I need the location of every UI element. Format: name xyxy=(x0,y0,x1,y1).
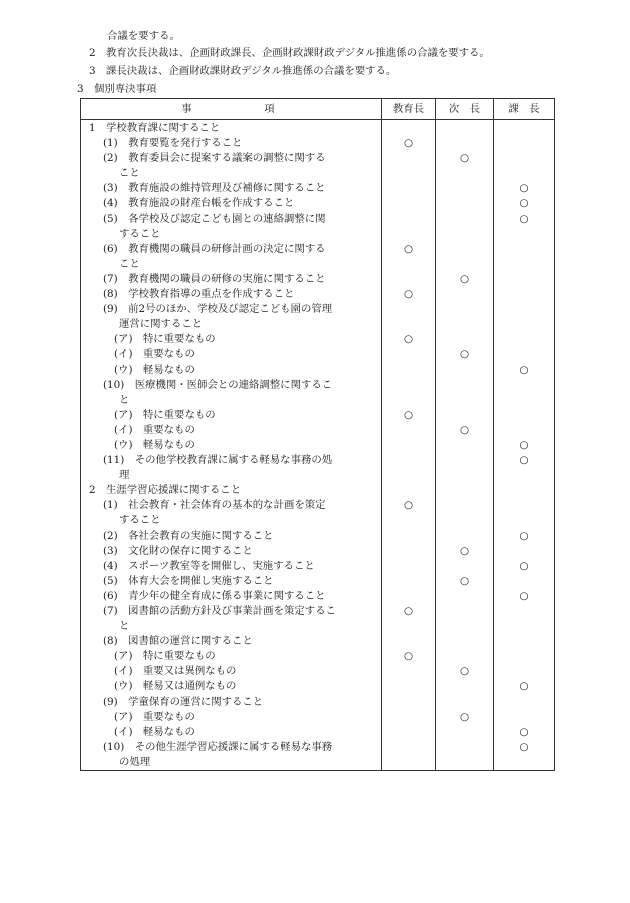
empty-cell xyxy=(382,302,436,317)
empty-cell xyxy=(382,679,436,694)
table-row xyxy=(81,136,555,151)
table-body xyxy=(81,120,555,771)
row-item-text: (8) 図書館の運営に関すること xyxy=(81,634,382,649)
header-section-chief: 課 長 xyxy=(494,99,555,120)
row-item-text: こと xyxy=(81,257,382,272)
table-row xyxy=(81,574,555,589)
table-row xyxy=(81,408,555,423)
approval-mark: ○ xyxy=(494,725,555,740)
row-item-text: 理 xyxy=(81,468,382,483)
approval-mark: ○ xyxy=(436,347,494,362)
table-row xyxy=(81,529,555,544)
empty-cell xyxy=(382,257,436,272)
table-row xyxy=(81,604,555,619)
row-item-text: (6) 教育機関の職員の研修計画の決定に関する xyxy=(81,242,382,257)
empty-cell xyxy=(382,513,436,528)
approval-mark: ○ xyxy=(436,544,494,559)
row-item-text: (1) 社会教育・社会体育の基本的な計画を策定 xyxy=(81,498,382,513)
empty-cell xyxy=(382,740,436,755)
empty-cell xyxy=(382,634,436,649)
row-item-text: (ウ) 軽易又は通例なもの xyxy=(81,679,382,694)
approval-mark: ○ xyxy=(382,408,436,423)
approval-mark: ○ xyxy=(436,423,494,438)
row-item-text: (10) その他生涯学習応援課に属する軽易な事務 xyxy=(81,740,382,755)
empty-cell xyxy=(436,196,494,211)
approval-mark: ○ xyxy=(382,649,436,664)
empty-cell xyxy=(382,574,436,589)
empty-cell xyxy=(382,423,436,438)
header-deputy: 次 長 xyxy=(436,99,494,120)
empty-cell xyxy=(436,634,494,649)
approval-mark: ○ xyxy=(494,679,555,694)
header-item: 事 項 xyxy=(81,99,382,120)
empty-cell xyxy=(382,317,436,332)
empty-cell xyxy=(494,332,555,347)
empty-cell xyxy=(494,378,555,393)
table-row xyxy=(81,227,555,242)
empty-cell xyxy=(436,287,494,302)
empty-cell xyxy=(436,363,494,378)
empty-cell xyxy=(382,347,436,362)
empty-cell xyxy=(494,544,555,559)
table-row xyxy=(81,332,555,347)
empty-cell xyxy=(436,120,494,137)
table-row xyxy=(81,740,555,755)
empty-cell xyxy=(436,257,494,272)
empty-cell xyxy=(382,272,436,287)
approval-mark: ○ xyxy=(494,740,555,755)
table-row xyxy=(81,423,555,438)
approval-mark: ○ xyxy=(494,559,555,574)
table-row xyxy=(81,347,555,362)
row-item-text: (8) 学校教育指導の重点を作成すること xyxy=(81,287,382,302)
empty-cell xyxy=(494,347,555,362)
table-row xyxy=(81,166,555,181)
row-item-text: (6) 青少年の健全育成に係る事業に関すること xyxy=(81,589,382,604)
intro-line-1: 合議を要する。 xyxy=(107,30,180,42)
empty-cell xyxy=(494,408,555,423)
table-row xyxy=(81,287,555,302)
row-item-text: (5) 体育大会を開催し実施すること xyxy=(81,574,382,589)
table-row xyxy=(81,302,555,317)
table-row xyxy=(81,513,555,528)
empty-cell xyxy=(382,725,436,740)
empty-cell xyxy=(436,332,494,347)
table-row xyxy=(81,453,555,468)
empty-cell xyxy=(494,664,555,679)
empty-cell xyxy=(436,136,494,151)
empty-cell xyxy=(494,227,555,242)
empty-cell xyxy=(494,634,555,649)
empty-cell xyxy=(436,604,494,619)
empty-cell xyxy=(382,120,436,137)
empty-cell xyxy=(382,196,436,211)
row-item-text: (ウ) 軽易なもの xyxy=(81,363,382,378)
empty-cell xyxy=(494,423,555,438)
table-row xyxy=(81,378,555,393)
row-item-text: (ア) 特に重要なもの xyxy=(81,332,382,347)
table-row xyxy=(81,649,555,664)
row-item-text: (2) 教育委員会に提案する議案の調整に関する xyxy=(81,151,382,166)
empty-cell xyxy=(436,695,494,710)
empty-cell xyxy=(382,695,436,710)
empty-cell xyxy=(494,468,555,483)
delegation-table xyxy=(80,98,555,771)
empty-cell xyxy=(436,679,494,694)
empty-cell xyxy=(382,755,436,771)
empty-cell xyxy=(436,378,494,393)
empty-cell xyxy=(382,483,436,498)
table-row xyxy=(81,664,555,679)
empty-cell xyxy=(494,151,555,166)
empty-cell xyxy=(382,589,436,604)
table-row xyxy=(81,619,555,634)
empty-cell xyxy=(382,544,436,559)
empty-cell xyxy=(494,287,555,302)
table-row xyxy=(81,498,555,513)
empty-cell xyxy=(436,227,494,242)
table-row xyxy=(81,196,555,211)
row-item-text: 2 生涯学習応援課に関すること xyxy=(81,483,382,498)
table-row xyxy=(81,710,555,725)
empty-cell xyxy=(494,498,555,513)
approval-mark: ○ xyxy=(494,181,555,196)
row-item-text: (7) 教育機関の職員の研修の実施に関すること xyxy=(81,272,382,287)
approval-mark: ○ xyxy=(494,363,555,378)
table-row xyxy=(81,679,555,694)
table-row xyxy=(81,120,555,137)
empty-cell xyxy=(382,363,436,378)
empty-cell xyxy=(436,619,494,634)
empty-cell xyxy=(436,529,494,544)
empty-cell xyxy=(382,559,436,574)
approval-mark: ○ xyxy=(382,136,436,151)
row-item-text: すること xyxy=(81,227,382,242)
empty-cell xyxy=(436,166,494,181)
empty-cell xyxy=(436,725,494,740)
empty-cell xyxy=(382,664,436,679)
empty-cell xyxy=(494,649,555,664)
empty-cell xyxy=(436,317,494,332)
empty-cell xyxy=(436,242,494,257)
empty-cell xyxy=(436,302,494,317)
row-item-text: (2) 各社会教育の実施に関すること xyxy=(81,529,382,544)
row-item-text: (イ) 軽易なもの xyxy=(81,725,382,740)
row-item-text: (ア) 重要なもの xyxy=(81,710,382,725)
empty-cell xyxy=(494,120,555,137)
row-item-text: (イ) 重要なもの xyxy=(81,423,382,438)
table-row xyxy=(81,634,555,649)
approval-mark: ○ xyxy=(494,196,555,211)
row-item-text: (ア) 特に重要なもの xyxy=(81,649,382,664)
empty-cell xyxy=(494,574,555,589)
empty-cell xyxy=(382,378,436,393)
header-superintendent: 教育長 xyxy=(382,99,436,120)
row-item-text: (ウ) 軽易なもの xyxy=(81,438,382,453)
row-item-text: (1) 教育要覧を発行すること xyxy=(81,136,382,151)
row-item-text: (ア) 特に重要なもの xyxy=(81,408,382,423)
row-item-text: (3) 教育施設の維持管理及び補修に関すること xyxy=(81,181,382,196)
row-item-text: (4) スポーツ教室等を開催し、実施すること xyxy=(81,559,382,574)
approval-mark: ○ xyxy=(494,589,555,604)
table-row xyxy=(81,242,555,257)
empty-cell xyxy=(382,619,436,634)
row-item-text: の処理 xyxy=(81,755,382,771)
empty-cell xyxy=(436,740,494,755)
empty-cell xyxy=(436,589,494,604)
empty-cell xyxy=(382,227,436,242)
empty-cell xyxy=(436,513,494,528)
empty-cell xyxy=(494,166,555,181)
approval-mark: ○ xyxy=(382,604,436,619)
table-row xyxy=(81,151,555,166)
empty-cell xyxy=(494,619,555,634)
row-item-text: (9) 学童保育の運営に関すること xyxy=(81,695,382,710)
row-item-text: (イ) 重要なもの xyxy=(81,347,382,362)
approval-mark: ○ xyxy=(494,453,555,468)
empty-cell xyxy=(382,151,436,166)
empty-cell xyxy=(494,755,555,771)
row-item-text: (イ) 重要又は異例なもの xyxy=(81,664,382,679)
empty-cell xyxy=(382,529,436,544)
table-row xyxy=(81,272,555,287)
row-item-text: 運営に関すること xyxy=(81,317,382,332)
empty-cell xyxy=(494,513,555,528)
empty-cell xyxy=(382,710,436,725)
table-row xyxy=(81,755,555,771)
empty-cell xyxy=(382,438,436,453)
empty-cell xyxy=(436,649,494,664)
table-row xyxy=(81,212,555,227)
empty-cell xyxy=(382,453,436,468)
approval-mark: ○ xyxy=(382,287,436,302)
row-item-text: (3) 文化財の保存に関すること xyxy=(81,544,382,559)
table-header-row xyxy=(81,99,555,120)
row-item-text: (4) 教育施設の財産台帳を作成すること xyxy=(81,196,382,211)
approval-mark: ○ xyxy=(436,664,494,679)
empty-cell xyxy=(382,181,436,196)
empty-cell xyxy=(494,710,555,725)
table-row xyxy=(81,544,555,559)
empty-cell xyxy=(436,438,494,453)
table-row xyxy=(81,483,555,498)
empty-cell xyxy=(494,317,555,332)
row-item-text: 1 学校教育課に関すること xyxy=(81,120,382,137)
empty-cell xyxy=(436,468,494,483)
table-row xyxy=(81,317,555,332)
table-row xyxy=(81,695,555,710)
empty-cell xyxy=(382,393,436,408)
row-item-text: と xyxy=(81,619,382,634)
empty-cell xyxy=(494,302,555,317)
table-row xyxy=(81,257,555,272)
intro-line-2: 2 教育次長決裁は、企画財政課長、企画財政課財政デジタル推進係の合議を要する。 xyxy=(89,47,490,59)
empty-cell xyxy=(436,212,494,227)
empty-cell xyxy=(382,468,436,483)
empty-cell xyxy=(436,408,494,423)
approval-mark: ○ xyxy=(494,438,555,453)
empty-cell xyxy=(494,483,555,498)
empty-cell xyxy=(494,393,555,408)
row-item-text: と xyxy=(81,393,382,408)
table-row xyxy=(81,468,555,483)
approval-mark: ○ xyxy=(382,332,436,347)
approval-mark: ○ xyxy=(382,242,436,257)
table-row xyxy=(81,438,555,453)
empty-cell xyxy=(494,242,555,257)
approval-mark: ○ xyxy=(436,272,494,287)
empty-cell xyxy=(436,755,494,771)
row-item-text: こと xyxy=(81,166,382,181)
empty-cell xyxy=(494,695,555,710)
approval-mark: ○ xyxy=(436,574,494,589)
row-item-text: (5) 各学校及び認定こども園との連絡調整に関 xyxy=(81,212,382,227)
empty-cell xyxy=(494,604,555,619)
approval-mark: ○ xyxy=(494,212,555,227)
table-row xyxy=(81,725,555,740)
empty-cell xyxy=(382,212,436,227)
empty-cell xyxy=(436,559,494,574)
approval-mark: ○ xyxy=(494,529,555,544)
empty-cell xyxy=(494,257,555,272)
empty-cell xyxy=(494,272,555,287)
row-item-text: (9) 前2号のほか、学校及び認定こども園の管理 xyxy=(81,302,382,317)
intro-line-3: 3 課長決裁は、企画財政課財政デジタル推進係の合議を要する。 xyxy=(89,65,397,77)
empty-cell xyxy=(494,136,555,151)
empty-cell xyxy=(436,181,494,196)
table-row xyxy=(81,393,555,408)
approval-mark: ○ xyxy=(436,710,494,725)
empty-cell xyxy=(436,453,494,468)
approval-mark: ○ xyxy=(436,151,494,166)
table-row xyxy=(81,559,555,574)
table-row xyxy=(81,181,555,196)
table-row xyxy=(81,589,555,604)
row-item-text: すること xyxy=(81,513,382,528)
section-heading: 3 個別専決事項 xyxy=(77,83,157,95)
table-row xyxy=(81,363,555,378)
empty-cell xyxy=(436,498,494,513)
empty-cell xyxy=(436,483,494,498)
empty-cell xyxy=(382,166,436,181)
approval-mark: ○ xyxy=(382,498,436,513)
empty-cell xyxy=(436,393,494,408)
row-item-text: (7) 図書館の活動方針及び事業計画を策定するこ xyxy=(81,604,382,619)
row-item-text: (10) 医療機関・医師会との連絡調整に関するこ xyxy=(81,378,382,393)
row-item-text: (11) その他学校教育課に属する軽易な事務の処 xyxy=(81,453,382,468)
